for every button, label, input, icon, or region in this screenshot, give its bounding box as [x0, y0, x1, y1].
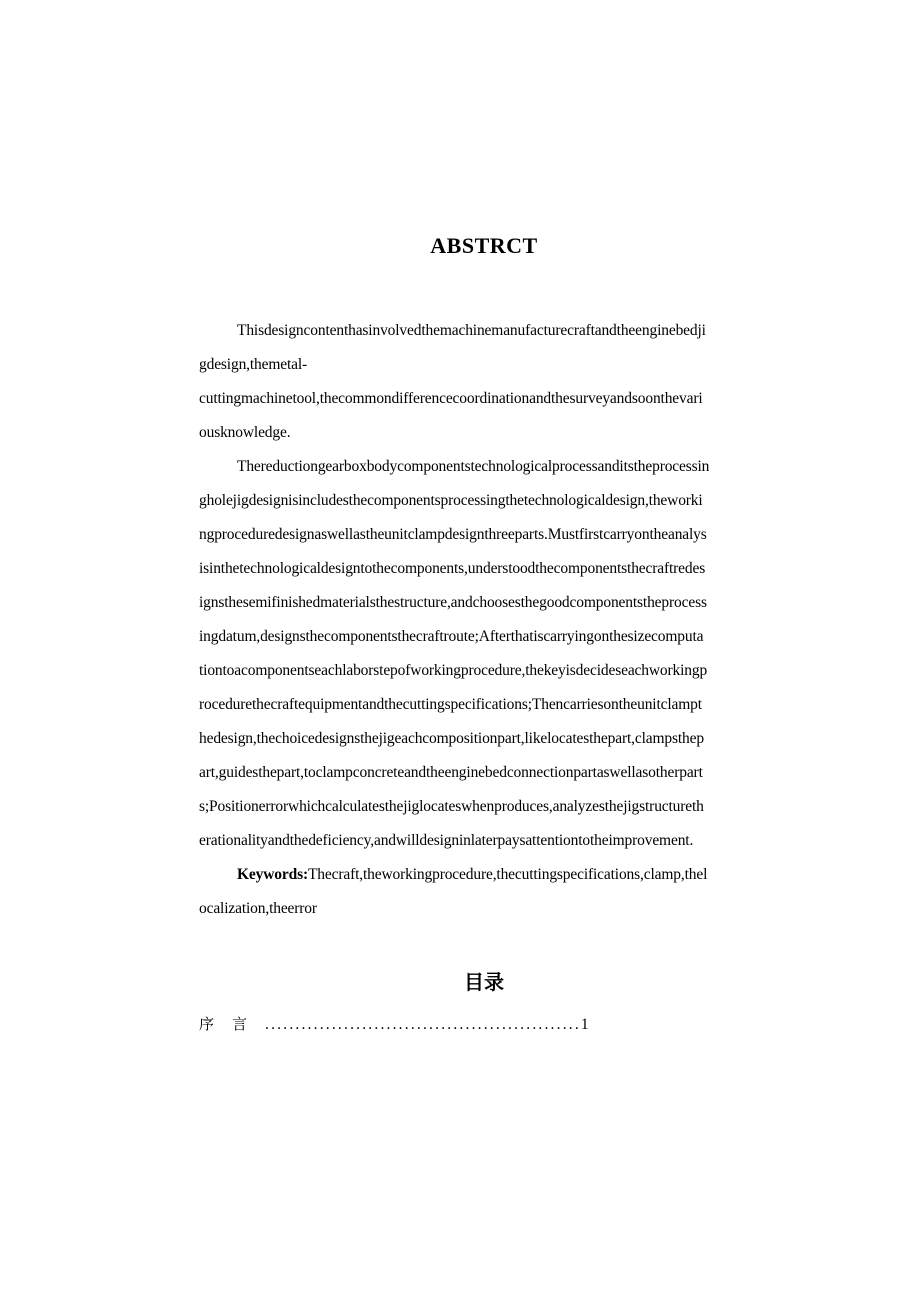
abstract-line: Thereductiongearboxbodycomponentstechnologicalprocessanditstheprocessin	[237, 458, 710, 475]
abstract-line: ngproceduredesignaswellastheunitclampdesignthreeparts.Mustfirstcarryontheanalys	[199, 526, 707, 543]
abstract-title: ABSTRCT	[430, 233, 538, 258]
toc-entry-label: 序言	[199, 1015, 266, 1033]
abstract-line: ignsthesemifinishedmaterialsthestructure,andchoosesthegoodcomponentstheprocess	[199, 594, 707, 611]
abstract-line: Thisdesigncontenthasinvolvedthemachinemanufacturecraftandtheenginebedji	[237, 322, 706, 339]
toc-leader-dots: ....................................................	[265, 1016, 581, 1033]
abstract-line: gholejigdesignisincludesthecomponentsprocessingthetechnologicaldesign,theworki	[199, 492, 703, 509]
toc-heading: 目录	[464, 970, 504, 994]
abstract-line: erationalityandthedeficiency,andwilldesigninlaterpaysattentiontotheimprovement.	[199, 832, 694, 849]
abstract-line: ingdatum,designsthecomponentsthecraftroute;Afterthatiscarryingonthesizecomputa	[199, 628, 704, 645]
abstract-line: art,guidesthepart,toclampconcreteandtheenginebedconnectionpartaswellasotherpart	[199, 764, 703, 781]
keywords-label: Keywords:	[237, 866, 308, 883]
abstract-line: isinthetechnologicaldesigntothecomponents,understoodthecomponentsthecraftredes	[199, 560, 706, 577]
abstract-line: ousknowledge.	[199, 424, 291, 441]
toc-page-number: 1	[580, 1016, 589, 1033]
keywords-text: Thecraft,theworkingprocedure,thecuttingspecifications,clamp,thel	[307, 866, 708, 883]
abstract-line: rocedurethecraftequipmentandthecuttingspecifications;Thencarriesontheunitclampt	[199, 696, 702, 713]
abstract-line: hedesign,thechoicedesignsthejigeachcompositionpart,likelocatesthepart,clampsthep	[199, 730, 704, 747]
keywords-line	[237, 865, 707, 885]
toc-entry[interactable]	[199, 1014, 719, 1035]
abstract-line: tiontoacomponentseachlaborstepofworkingprocedure,thekeyisdecideseachworkingp	[199, 662, 708, 679]
abstract-line: gdesign,themetal-	[199, 356, 308, 373]
keywords-line-continued: ocalization,theerror	[199, 900, 317, 917]
abstract-line: cuttingmachinetool,thecommondifferencecoordinationandthesurveyandsoonthevari	[199, 390, 703, 407]
abstract-line: s;Positionerrorwhichcalculatesthejiglocateswhenproduces,analyzesthejigstructureth	[199, 798, 704, 815]
